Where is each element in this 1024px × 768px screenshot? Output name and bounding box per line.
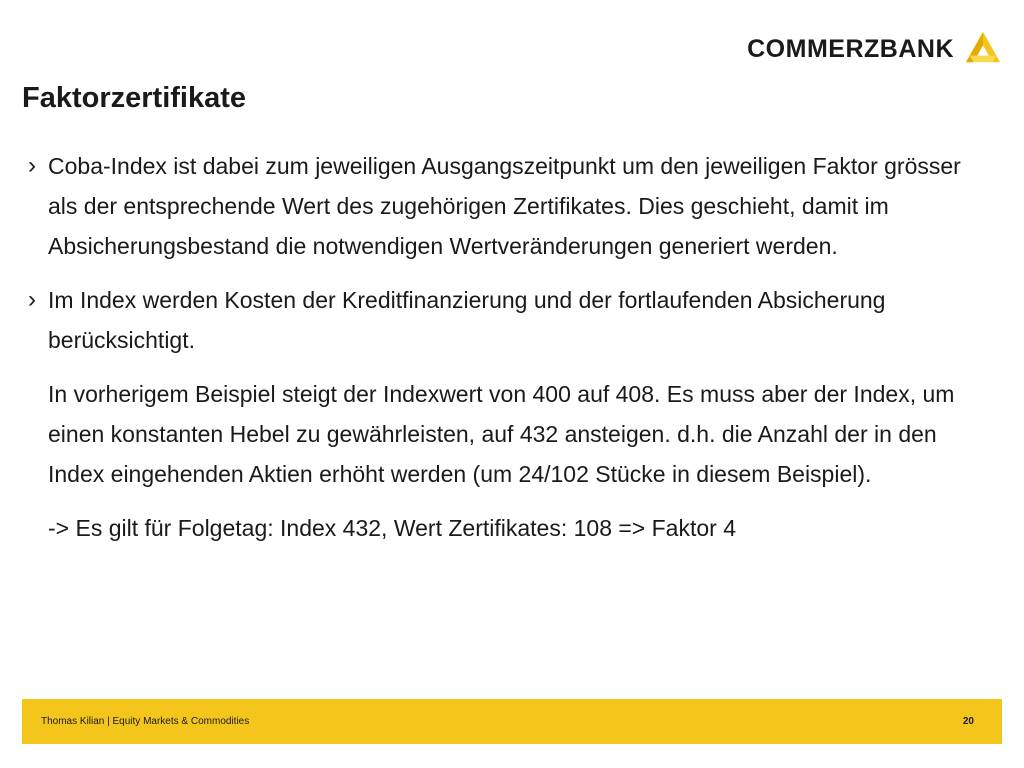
example-paragraph xyxy=(28,374,968,494)
logo-text: COMMERZBANK xyxy=(747,34,954,63)
logo xyxy=(747,30,1002,68)
conclusion-paragraph xyxy=(28,508,968,548)
slide-content xyxy=(28,146,968,562)
bullet-marker: › xyxy=(28,152,36,179)
bullet-paragraph-2 xyxy=(28,280,968,360)
paragraph-text: Coba-Index ist dabei zum jeweiligen Ausgangszeitpunkt um den jeweiligen Faktor grösser als der entsprechende Wert des zugehörigen Zertifikates. Dies geschieht, damit im Absicherungsbestand die notwendigen Wertveränderungen generiert werden. xyxy=(48,153,961,259)
slide-title: Faktorzertifikate xyxy=(22,82,247,114)
paragraph-text: Im Index werden Kosten der Kreditfinanzierung und der fortlaufenden Absicherung berücksichtigt. xyxy=(48,287,886,353)
footer-text: Thomas Kilian | Equity Markets & Commodities xyxy=(41,716,250,727)
paragraph-text: -> Es gilt für Folgetag: Index 432, Wert Zertifikates: 108 => Faktor 4 xyxy=(48,515,736,541)
footer-bar xyxy=(22,699,1002,744)
bullet-marker: › xyxy=(28,286,36,313)
commerzbank-ribbon-icon xyxy=(964,30,1002,68)
bullet-paragraph-1 xyxy=(28,146,968,266)
paragraph-text: In vorherigem Beispiel steigt der Indexwert von 400 auf 408. Es muss aber der Index, um einen konstanten Hebel zu gewährleisten, auf 432 ansteigen. d.h. die Anzahl der in den Index eingehenden Aktien erhöht werden (um 24/102 Stücke in diesem Beispiel). xyxy=(48,381,955,487)
page-number: 20 xyxy=(962,716,974,727)
